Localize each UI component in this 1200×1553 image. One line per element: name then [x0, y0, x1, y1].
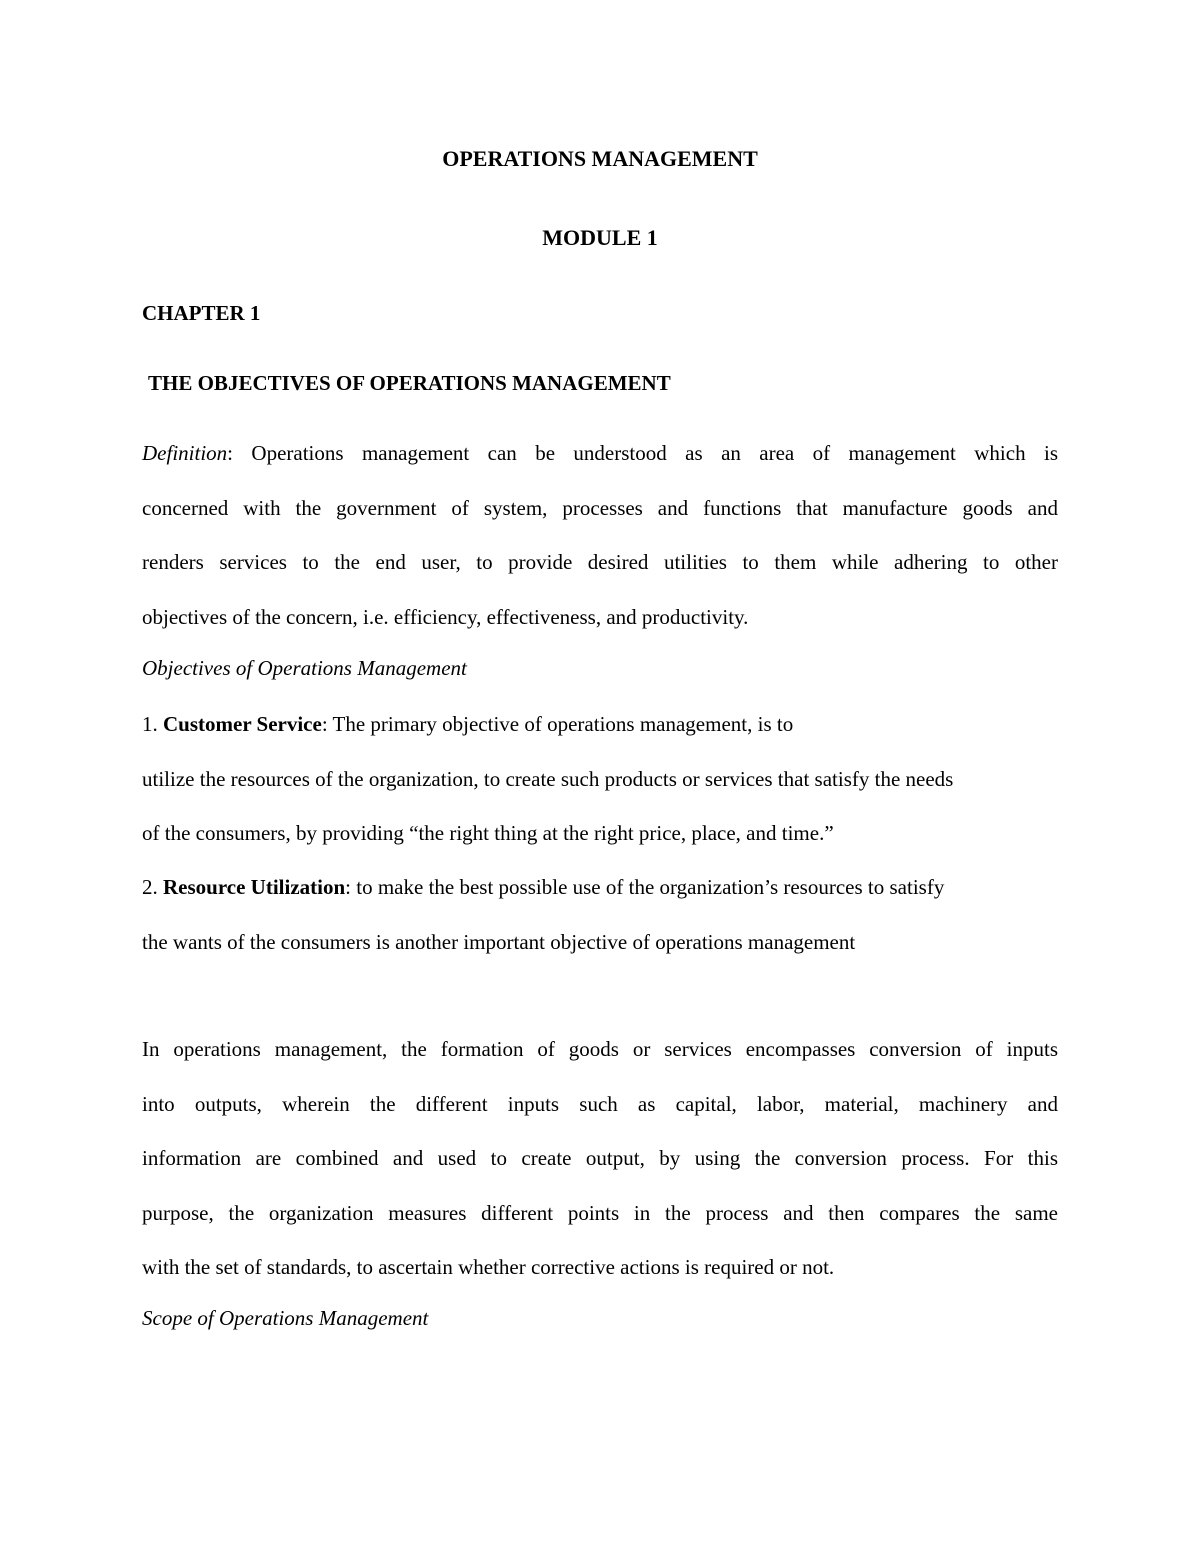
definition-line: objectives of the concern, i.e. efficiency, effectiveness, and productivity. [142, 604, 749, 629]
definition-line: renders services to the end user, to provide desired utilities to them while adhering to other [142, 550, 1058, 574]
document-title: OPERATIONS MANAGEMENT [442, 146, 758, 171]
section-title: THE OBJECTIVES OF OPERATIONS MANAGEMENT [148, 371, 671, 395]
module-heading: MODULE 1 [542, 225, 658, 250]
scope-heading: Scope of Operations Management [142, 1306, 429, 1330]
paragraph-line: In operations management, the formation of goods or services encompasses conversion of inputs [142, 1037, 1058, 1061]
objective-line: of the consumers, by providing “the right thing at the right price, place, and time.” [142, 821, 834, 845]
objective-label: Customer Service [163, 712, 322, 736]
objective-label: Resource Utilization [163, 875, 346, 899]
definition-line: Definition: Operations management can be understood as an area of management which is [142, 441, 1058, 465]
chapter-heading: CHAPTER 1 [142, 301, 261, 325]
paragraph-line: purpose, the organization measures different points in the process and then compares the same [142, 1200, 1058, 1225]
definition-label: Definition [142, 441, 228, 465]
paragraph-line: into outputs, wherein the different inputs such as capital, labor, material, machinery and [142, 1091, 1058, 1116]
objective-line: 1. Customer Service: The primary objective of operations management, is to [142, 712, 794, 736]
paragraph-line: information are combined and used to create output, by using the conversion process. For this [142, 1146, 1058, 1170]
conversion-paragraph [142, 1022, 1058, 1295]
definition-paragraph [142, 426, 1058, 644]
definition-line: concerned with the government of system, processes and functions that manufacture goods and [142, 495, 1058, 520]
objective-number: 2. [142, 875, 163, 899]
objective-number: 1. [142, 712, 163, 736]
objective-item [142, 860, 1058, 969]
objectives-heading: Objectives of Operations Management [142, 656, 467, 680]
objective-line: 2. Resource Utilization: to make the best possible use of the organization’s resources to satisfy [142, 875, 945, 899]
objective-line: utilize the resources of the organization, to create such products or services that satisfy the needs [142, 766, 954, 791]
objective-line: the wants of the consumers is another important objective of operations management [142, 929, 856, 954]
paragraph-line: with the set of standards, to ascertain whether corrective actions is required or not. [142, 1255, 835, 1279]
objective-item [142, 697, 1058, 861]
